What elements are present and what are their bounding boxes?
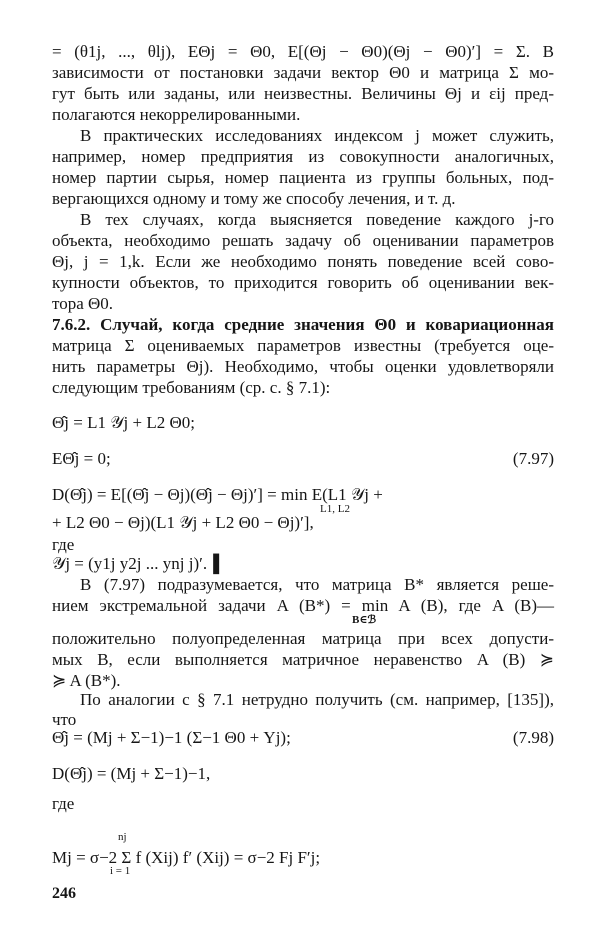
equation-line: где [52, 535, 75, 554]
text-line: положительно полуопределенная матрица при всех допусти- [52, 629, 554, 648]
text-line: В практических исследованиях индексом j может служить, [80, 126, 554, 145]
equation-line: EΘ̂j = 0; [52, 449, 111, 468]
equation-line: D(Θ̂j) = (Mj + Σ−1)−1, [52, 764, 211, 783]
equation-number: (7.97) [512, 449, 554, 468]
equation-line: Θ̂j = (Mj + Σ−1)−1 (Σ−1 Θ0 + Yj); [52, 728, 291, 747]
text-line: зависимости от постановки задачи вектор Θ0 и матрица Σ мо- [52, 63, 554, 82]
text-line: что [52, 710, 77, 729]
equation-number: (7.98) [512, 728, 554, 747]
sum-upper-limit: nj [118, 831, 127, 843]
text-line: следующим требованиям (ср. с. § 7.1): [52, 378, 331, 397]
text-line: номер партии сырья, номер пациента из группы больных, под- [52, 168, 554, 187]
text-line: В тех случаях, когда выясняется поведение каждого j-го [80, 210, 554, 229]
text-line: В (7.97) подразумевается, что матрица B* является реше- [80, 575, 554, 594]
text-line: объекта, необходимо решать задачу об оценивании параметров [52, 231, 554, 250]
text-line: ≽ A (B*). [52, 671, 121, 690]
equation-subscript: B∈ℬ [352, 614, 377, 626]
sum-lower-limit: i = 1 [110, 865, 131, 877]
equation-line: Θ̂j = L1 𝒴j + L2 Θ0; [52, 413, 195, 432]
equation-line: + L2 Θ0 − Θj)(L1 𝒴j + L2 Θ0 − Θj)′], [52, 513, 314, 532]
section-heading: 7.6.2. Случай, когда средние значения Θ0 и ковариационная [52, 315, 554, 334]
text-line: вергающихся одному и тому же способу лечения, и т. д. [52, 189, 456, 208]
equation-line: Mj = σ−2 Σ f (Xij) f′ (Xij) = σ−2 Fj F′j; [52, 848, 321, 867]
text-line: Θj, j = 1,k. Если же необходимо понять поведение всей сово- [52, 252, 554, 271]
equation-subscript: L1, L2 [320, 503, 350, 515]
text-line: мых B, если выполняется матричное неравенство A (B) ≽ [52, 650, 554, 669]
text-line: По аналогии с § 7.1 нетрудно получить (см. например, [135]), [80, 690, 554, 709]
text-line: гут быть или заданы, или неизвестны. Величины Θj и εij пред- [52, 84, 554, 103]
text-line: купности объектов, то приходится говорить об оценивании век- [52, 273, 554, 292]
equation-line: D(Θ̂j) = E[(Θ̂j − Θj)(Θ̂j − Θj)′] = min E(L1 𝒴j + [52, 485, 383, 504]
text-line: тора Θ0. [52, 294, 114, 313]
text-line: полагаются некоррелированными. [52, 105, 301, 124]
text-line: нить параметры Θj). Необходимо, чтобы оценки удовлетворяли [52, 357, 554, 376]
page-number: 246 [52, 885, 76, 902]
text-line: = (θ1j, ..., θlj), EΘj = Θ0, E[(Θj − Θ0)(Θj − Θ0)′] = Σ. В [52, 42, 554, 61]
equation-line: где [52, 794, 75, 813]
text-line: нием экстремальной задачи A (B*) = min A (B), где A (B)— [52, 596, 554, 615]
text-line: например, номер предприятия из совокупности аналогичных, [52, 147, 554, 166]
text-line: матрица Σ оцениваемых параметров известны (требуется оце- [52, 336, 554, 355]
equation-line: 𝒴j = (y1j y2j ... ynj j)′.▐ [52, 554, 220, 573]
